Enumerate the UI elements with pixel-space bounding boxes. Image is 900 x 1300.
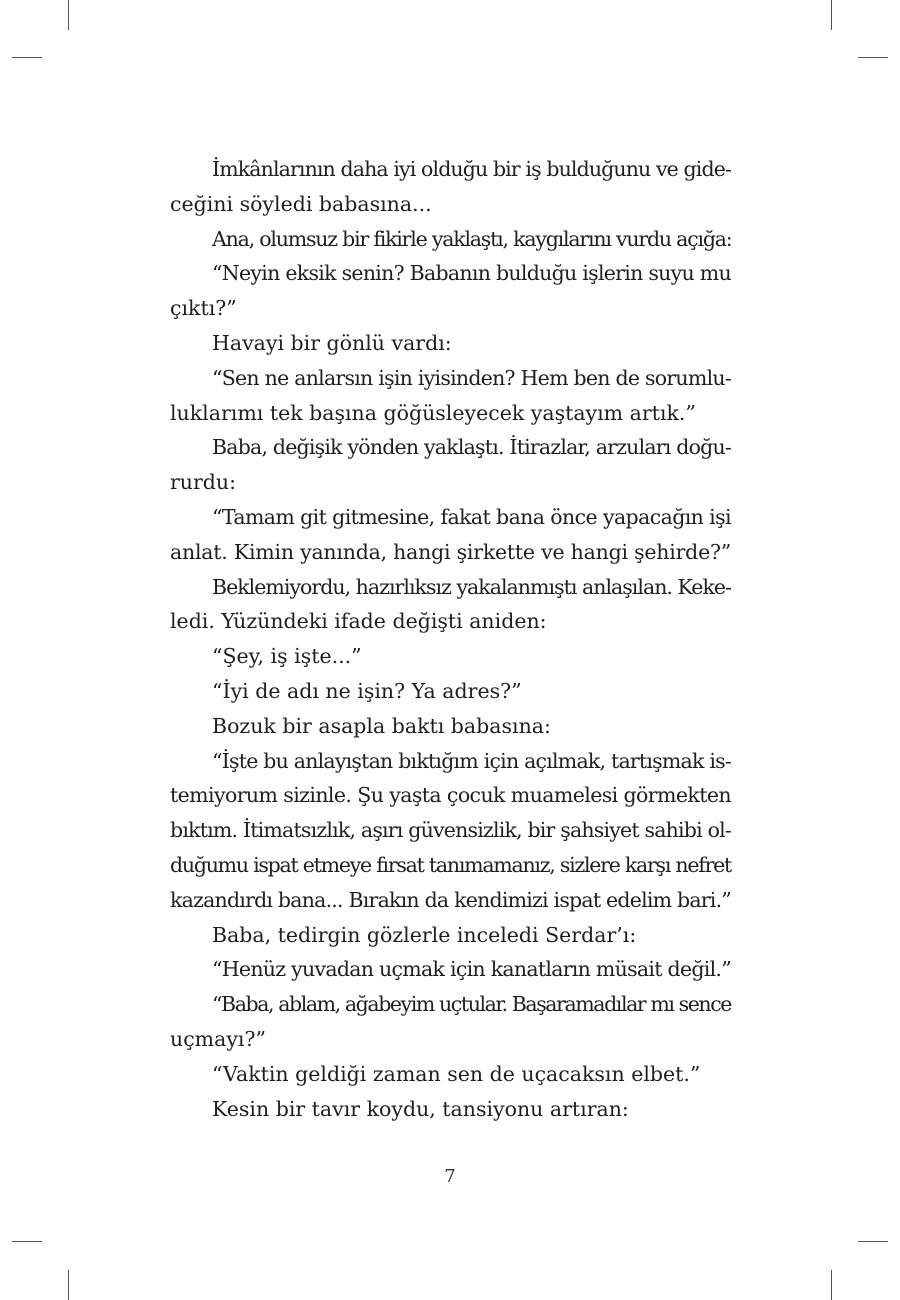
text-line: temiyorum sizinle. Şu yaşta çocuk muamelesi görmekten <box>170 783 731 808</box>
text-line: “Henüz yuvadan uçmak için kanatların müsait değil.” <box>212 957 731 982</box>
text-line: Beklemiyordu, hazırlıksız yakalanmıştı anlaşılan. Keke- <box>212 574 731 599</box>
text-line: “İyi de adı ne işin? Ya adres?” <box>212 678 522 703</box>
text-line: çıktı?” <box>170 296 237 321</box>
text-line: “İşte bu anlayıştan bıktığım için açılmak, tartışmak is- <box>212 748 731 773</box>
text-line: ceğini söyledi babasına... <box>170 191 432 216</box>
text-line: bıktım. İtimatsızlık, aşırı güvensizlik, bir şahsiyet sahibi ol- <box>170 818 731 843</box>
text-line: Havayi bir gönlü vardı: <box>212 330 452 355</box>
crop-mark-top-left-vertical <box>68 0 69 30</box>
text-line: “Vaktin geldiği zaman sen de uçacaksın elbet.” <box>212 1061 701 1086</box>
crop-mark-top-right-vertical <box>831 0 832 30</box>
text-line: “Sen ne anlarsın işin iyisinden? Hem ben de sorumlu- <box>212 365 731 390</box>
text-line: “Neyin eksik senin? Babanın bulduğu işlerin suyu mu <box>212 261 731 286</box>
text-line: ledi. Yüzündeki ifade değişti aniden: <box>170 609 547 634</box>
text-line: İmkânlarının daha iyi olduğu bir iş bulduğunu ve gide- <box>212 157 731 181</box>
text-line: luklarımı tek başına göğüsleyecek yaştayım artık.” <box>170 400 696 425</box>
text-line: kazandırdı bana... Bırakın da kendimizi ispat edelim bari.” <box>170 887 731 912</box>
text-line: “Tamam git gitmesine, fakat bana önce yapacağın işi <box>212 504 731 529</box>
text-line: Kesin bir tavır koydu, tansiyonu artıran: <box>212 1096 629 1121</box>
text-line: rurdu: <box>170 470 237 495</box>
crop-mark-top-right-horizontal <box>858 57 888 58</box>
crop-mark-bottom-right-vertical <box>831 1270 832 1300</box>
text-line: “Şey, iş işte...” <box>212 644 362 669</box>
text-line: Baba, değişik yönden yaklaştı. İtirazlar, arzuları doğu- <box>212 435 731 460</box>
text-line: Baba, tedirgin gözlerle inceledi Serdar’ı: <box>212 922 637 947</box>
crop-mark-bottom-right-horizontal <box>858 1241 888 1242</box>
body-text <box>170 152 731 1126</box>
text-line: duğumu ispat etmeye fırsat tanımamanız, sizlere karşı nefret <box>170 852 731 877</box>
crop-mark-bottom-left-horizontal <box>12 1241 42 1242</box>
text-line: uçmayı?” <box>170 1026 266 1051</box>
crop-mark-bottom-left-vertical <box>68 1270 69 1300</box>
text-line: Ana, olumsuz bir fikirle yaklaştı, kaygılarını vurdu açığa: <box>212 226 732 251</box>
crop-mark-top-left-horizontal <box>12 57 42 58</box>
text-line: Bozuk bir asapla baktı babasına: <box>212 713 551 738</box>
text-line: “Baba, ablam, ağabeyim uçtular. Başaramadılar mı sence <box>212 992 731 1017</box>
page-number: 7 <box>444 1166 456 1187</box>
text-line: anlat. Kimin yanında, hangi şirkette ve hangi şehirde?” <box>170 539 731 564</box>
